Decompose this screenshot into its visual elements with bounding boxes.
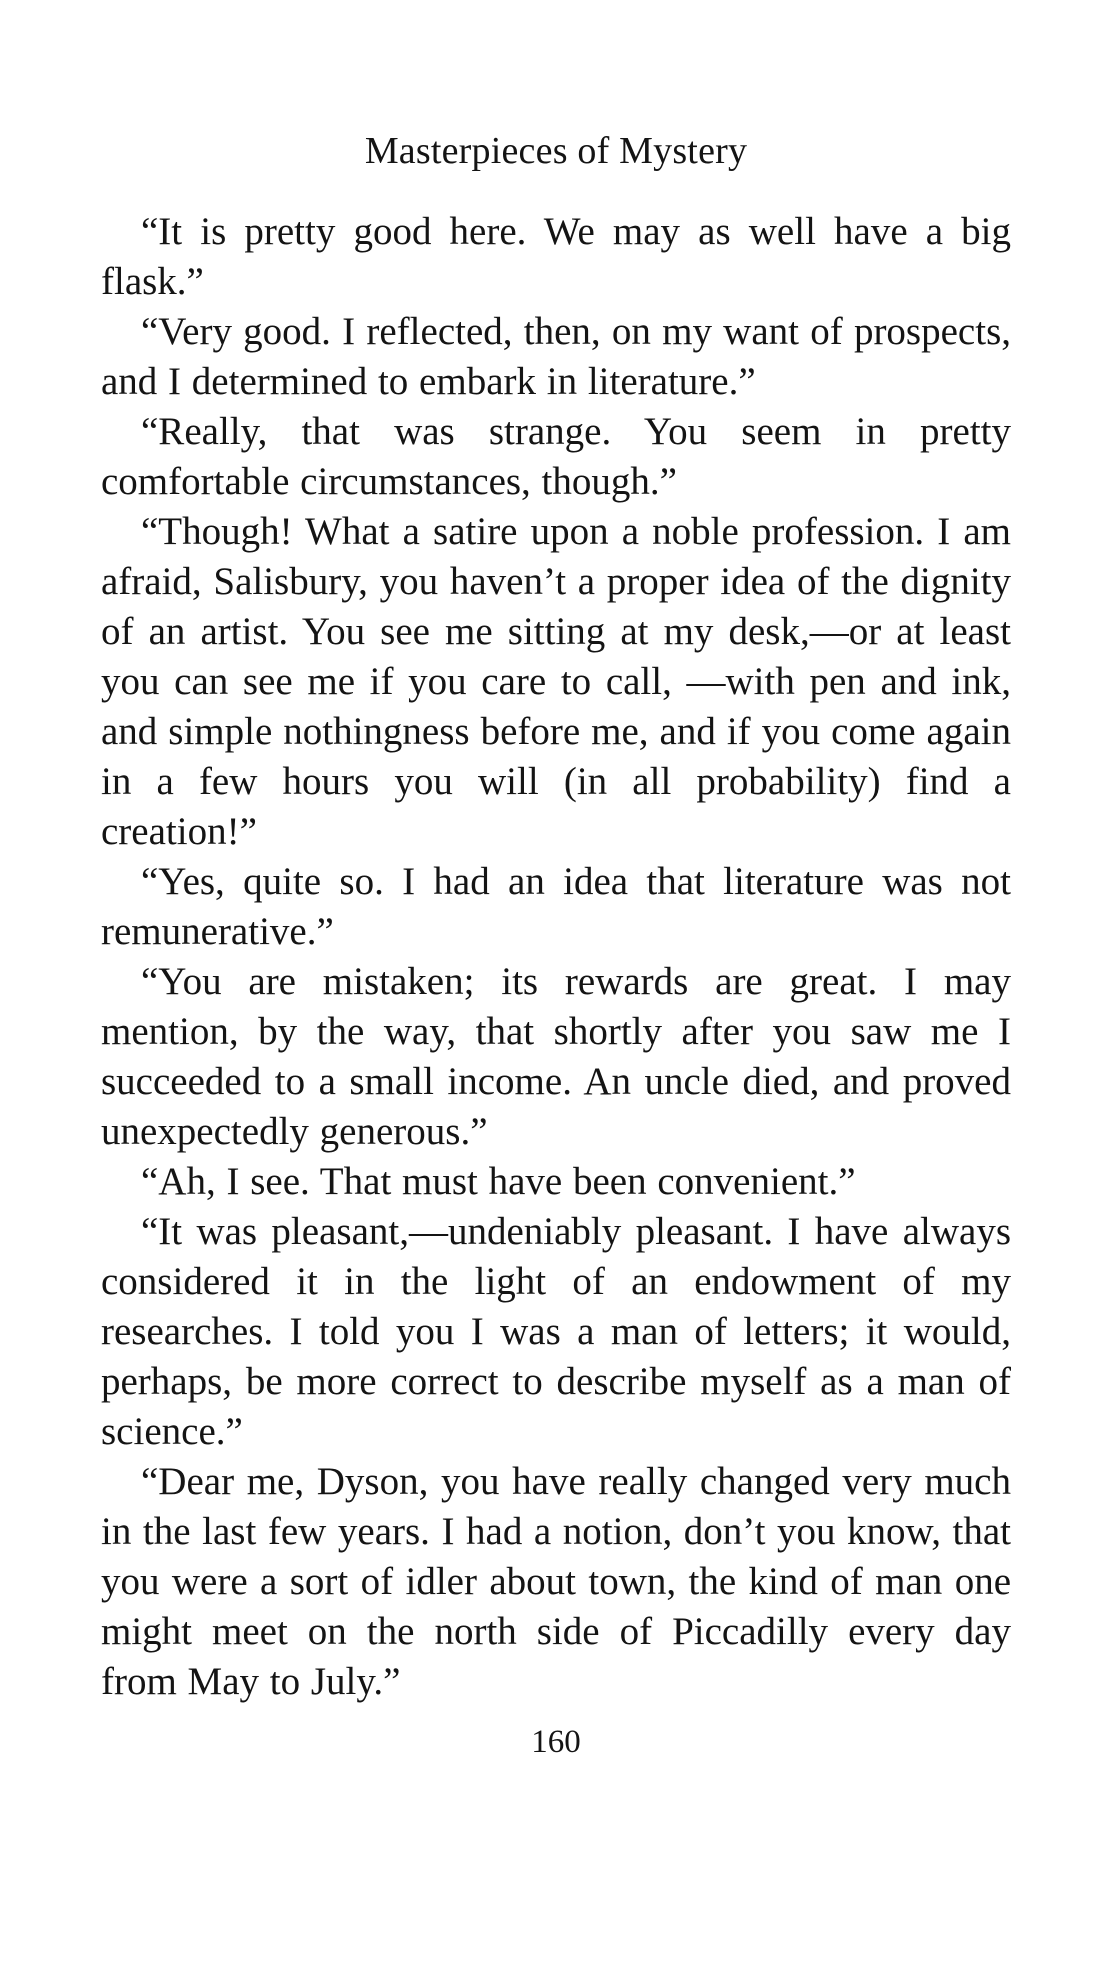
page-number: 160 — [531, 1724, 581, 1760]
paragraph: “You are mistaken; its rewards are great. I may mention, by the way, that shortly after you saw me I succeeded to a small income. An uncle died, and proved unexpectedly generous.” — [101, 960, 1011, 1153]
paragraph: “Yes, quite so. I had an idea that literature was not remunerative.” — [101, 860, 1011, 953]
paragraph: “Ah, I see. That must have been convenient.” — [141, 1160, 856, 1203]
paragraph: “It is pretty good here. We may as well have a big flask.” — [101, 210, 1011, 303]
running-head: Masterpieces of Mystery — [364, 130, 748, 172]
body-text — [101, 207, 1011, 1707]
paragraph: “Really, that was strange. You seem in pretty comfortable circumstances, though.” — [101, 410, 1011, 503]
paragraph: “Dear me, Dyson, you have really changed very much in the last few years. I had a notion, don’t you know, that you were a sort of idler about town, the kind of man one might meet on the north side of Piccadilly every day from May to July.” — [101, 1460, 1011, 1703]
paragraph: “Though! What a satire upon a noble profession. I am afraid, Salisbury, you haven’t a proper idea of the dignity of an artist. You see me sitting at my desk,—or at least you can see me if you care to call, —with pen and ink, and simple nothingness before me, and if you come again in a few hours you will (in all probability) find a creation!” — [101, 510, 1011, 853]
paragraph: “It was pleasant,—undeniably pleasant. I have always considered it in the light of an endowment of my researches. I told you I was a man of letters; it would, perhaps, be more correct to describe myself as a man of science.” — [101, 1210, 1011, 1453]
book-page — [101, 0, 1011, 1979]
paragraph: “Very good. I reflected, then, on my want of prospects, and I determined to embark in literature.” — [101, 310, 1011, 403]
